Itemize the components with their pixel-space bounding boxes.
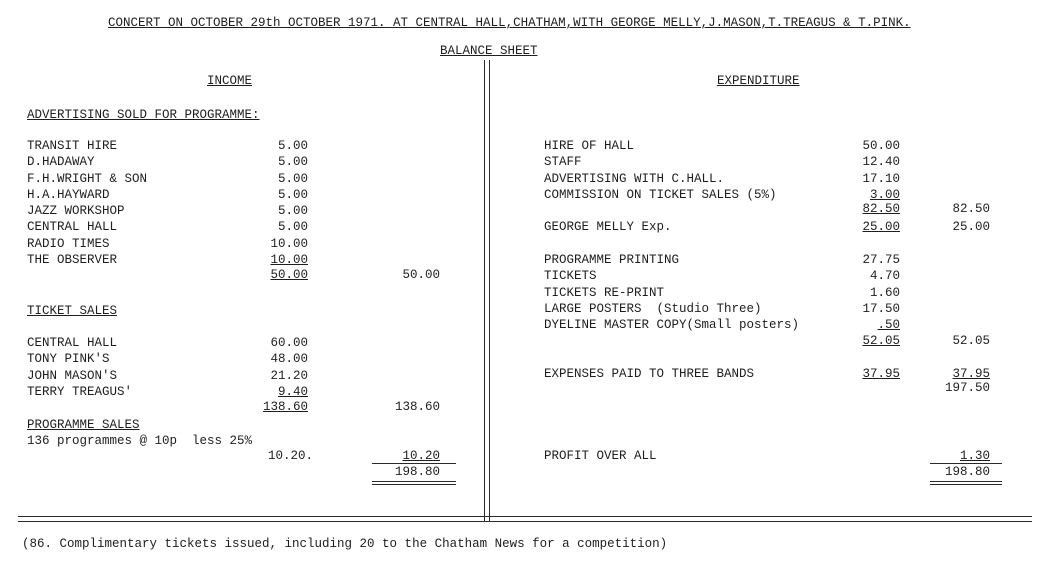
footnote: (86. Complimentary tickets issued, including 20 to the Chatham News for a competition) — [22, 537, 668, 551]
expenditure-group2-amounts — [840, 252, 900, 333]
list-item: PROGRAMME PRINTING — [544, 253, 680, 267]
amount-value: 3.00 — [869, 187, 900, 202]
ticket-sales-heading: TICKET SALES — [27, 304, 118, 318]
list-item: TICKETS — [544, 269, 597, 284]
list-item: D.HADAWAY — [27, 155, 95, 170]
income-heading: INCOME — [207, 74, 253, 88]
expenditure-group1-labels — [544, 138, 844, 203]
programme-sales-heading: PROGRAMME SALES — [27, 418, 140, 432]
list-item: CENTRAL HALL — [27, 336, 118, 350]
melly-label: GEORGE MELLY Exp. — [544, 220, 672, 234]
list-item: HIRE OF HALL — [544, 139, 635, 153]
advertising-total: 50.00 — [402, 268, 440, 282]
amount-value: 12.40 — [862, 155, 900, 170]
amount-value: 5.00 — [277, 139, 308, 153]
amount-value: 5.00 — [277, 187, 308, 202]
double-rule — [372, 484, 456, 485]
list-item: DYELINE MASTER COPY(Small posters) — [544, 318, 800, 333]
balance-sheet-title: BALANCE SHEET — [440, 44, 538, 58]
amount-value: .50 — [877, 318, 900, 333]
expenditure-group2-total: 52.05 — [952, 334, 990, 348]
bands-label: EXPENSES PAID TO THREE BANDS — [544, 367, 755, 381]
ticket-subtotal: 138.60 — [262, 400, 308, 414]
expenditure-group2-subtotal: 52.05 — [862, 334, 900, 348]
list-item: ADVERTISING WITH C.HALL. — [544, 171, 725, 186]
expenditure-heading: EXPENDITURE — [717, 74, 800, 88]
programme-amount: 10.20. — [267, 449, 313, 463]
expenditure-group1-subtotal: 82.50 — [862, 202, 900, 216]
ticket-labels — [27, 335, 247, 400]
advertising-heading: ADVERTISING SOLD FOR PROGRAMME: — [27, 108, 260, 122]
list-item: JAZZ WORKSHOP — [27, 204, 125, 219]
advertising-subtotal: 50.00 — [270, 268, 308, 282]
list-item: TICKETS RE-PRINT — [544, 285, 665, 300]
page-title: CONCERT ON OCTOBER 29th OCTOBER 1971. AT CENTRAL HALL,CHATHAM,WITH GEORGE MELLY,J.MASON,T.TREAGUS & T.PINK. — [108, 16, 911, 30]
amount-value: 4.70 — [869, 269, 900, 284]
amount-value: 5.00 — [277, 204, 308, 219]
bottom-rule — [18, 521, 1032, 522]
list-item: TERRY TREAGUS' — [27, 384, 133, 399]
center-divider-right — [489, 60, 490, 522]
amount-value: 60.00 — [270, 336, 308, 350]
bottom-rule — [18, 516, 1032, 517]
list-item: JOHN MASON'S — [27, 368, 118, 383]
amount-value: 5.00 — [277, 155, 308, 170]
amount-value: 1.60 — [869, 285, 900, 300]
amount-value: 50.00 — [862, 139, 900, 153]
list-item: LARGE POSTERS (Studio Three) — [544, 301, 762, 316]
amount-value: 10.00 — [270, 236, 308, 251]
bands-amount: 37.95 — [862, 367, 900, 381]
double-rule — [930, 481, 1002, 482]
expenditure-running-total: 197.50 — [944, 381, 990, 395]
expenditure-group2-labels — [544, 252, 844, 333]
programme-total: 10.20 — [402, 449, 440, 463]
amount-value: 10.00 — [270, 253, 308, 268]
amount-value: 9.40 — [277, 384, 308, 399]
double-rule — [372, 481, 456, 482]
list-item: TONY PINK'S — [27, 352, 110, 367]
amount-value: 17.50 — [862, 301, 900, 316]
income-grand-total: 198.80 — [394, 465, 440, 479]
double-rule-top — [372, 463, 456, 464]
double-rule — [930, 484, 1002, 485]
amount-value: 5.00 — [277, 171, 308, 186]
expenditure-grand-total: 198.80 — [944, 465, 990, 479]
double-rule-top — [930, 463, 1002, 464]
list-item: RADIO TIMES — [27, 236, 110, 251]
ticket-amounts — [248, 335, 308, 400]
expenditure-group1-amounts — [840, 138, 900, 203]
center-divider-left — [484, 60, 485, 522]
bands-total: 37.95 — [952, 367, 990, 381]
amount-value: 48.00 — [270, 352, 308, 367]
melly-amount: 25.00 — [862, 220, 900, 234]
programme-sales-line: 136 programmes @ 10p less 25% — [27, 434, 253, 448]
amount-value: 17.10 — [862, 171, 900, 186]
expenditure-group1-total: 82.50 — [952, 202, 990, 216]
amount-value: 5.00 — [277, 220, 308, 235]
advertising-labels — [27, 138, 247, 268]
advertising-amounts — [248, 138, 308, 268]
profit-label: PROFIT OVER ALL — [544, 449, 657, 463]
list-item: F.H.WRIGHT & SON — [27, 171, 148, 186]
list-item: THE OBSERVER — [27, 253, 118, 268]
amount-value: 21.20 — [270, 368, 308, 383]
list-item: TRANSIT HIRE — [27, 139, 118, 153]
amount-value: 27.75 — [862, 253, 900, 267]
profit-total: 1.30 — [959, 449, 990, 463]
list-item: STAFF — [544, 155, 582, 170]
ticket-total: 138.60 — [394, 400, 440, 414]
list-item: CENTRAL HALL — [27, 220, 118, 235]
list-item: COMMISSION ON TICKET SALES (5%) — [544, 187, 777, 202]
list-item: H.A.HAYWARD — [27, 187, 110, 202]
melly-total: 25.00 — [952, 220, 990, 234]
